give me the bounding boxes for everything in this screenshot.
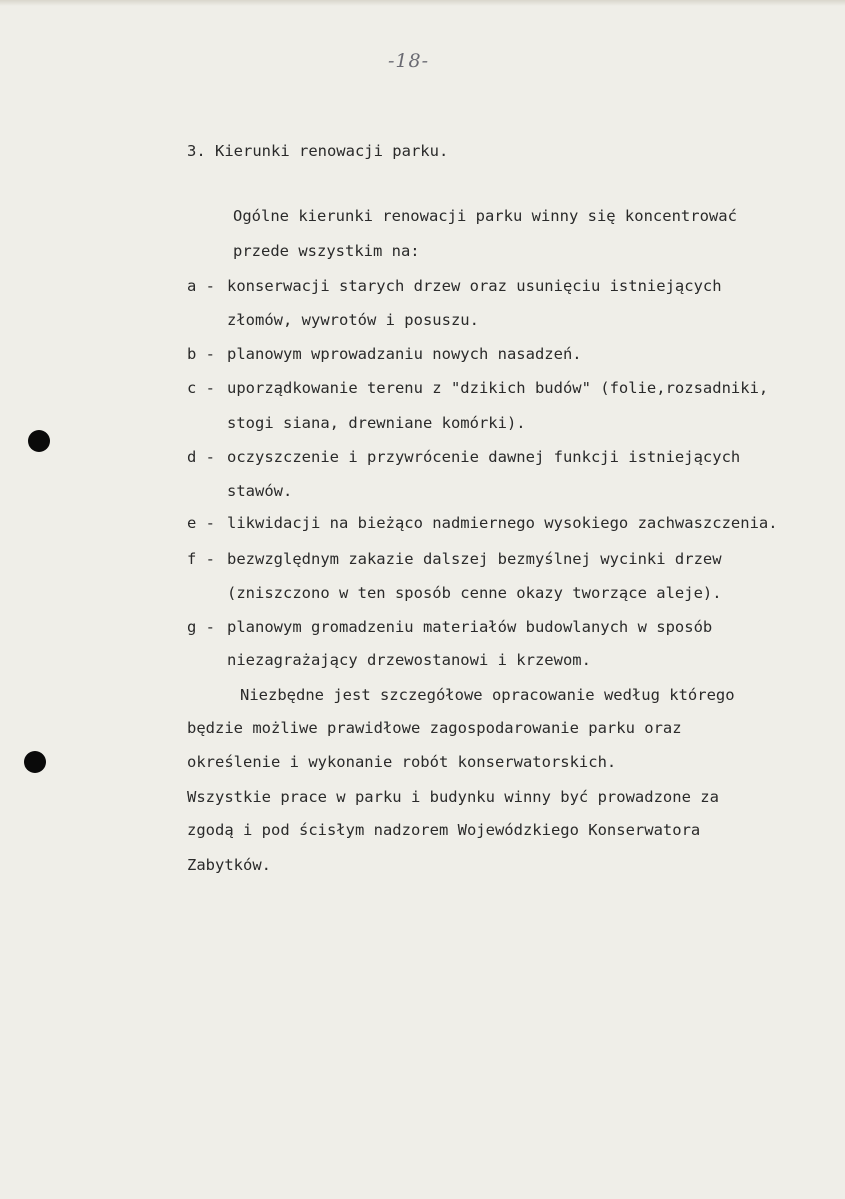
intro-line-1: Ogólne kierunki renowacji parku winny się koncentrować xyxy=(233,207,737,225)
item-d-line-2: stawów. xyxy=(227,482,293,500)
item-d-line-1: oczyszczenie i przywrócenie dawnej funkcji istniejących xyxy=(227,448,741,466)
item-g-line-2: niezagrażający drzewostanowi i krzewom. xyxy=(227,651,591,669)
item-b-marker: b - xyxy=(187,345,215,363)
item-a-marker: a - xyxy=(187,277,215,295)
section-heading: 3. Kierunki renowacji parku. xyxy=(187,142,449,160)
punch-hole-lower xyxy=(24,751,46,773)
page-number: -18- xyxy=(388,50,430,72)
item-c-line-1: uporządkowanie terenu z "dzikich budów" (folie,rozsadniki, xyxy=(227,379,769,397)
punch-hole-upper xyxy=(28,430,50,452)
item-f-marker: f - xyxy=(187,550,215,568)
closing-line-1: Niezbędne jest szczegółowe opracowanie według którego xyxy=(240,686,735,704)
item-g-marker: g - xyxy=(187,618,215,636)
item-g-line-1: planowym gromadzeniu materiałów budowlanych w sposób xyxy=(227,618,713,636)
item-a-line-2: złomów, wywrotów i posuszu. xyxy=(227,311,479,329)
item-c-marker: c - xyxy=(187,379,215,397)
item-f-line-1: bezwzględnym zakazie dalszej bezmyślnej wycinki drzew xyxy=(227,550,722,568)
page-top-edge xyxy=(0,0,845,6)
closing-line-5: zgodą i pod ścisłym nadzorem Wojewódzkiego Konserwatora xyxy=(187,821,701,839)
closing-line-4: Wszystkie prace w parku i budynku winny być prowadzone za xyxy=(187,788,719,806)
item-c-line-2: stogi siana, drewniane komórki). xyxy=(227,414,526,432)
intro-line-2: przede wszystkim na: xyxy=(233,242,420,260)
item-e-line-1: likwidacji na bieżąco nadmiernego wysokiego zachwaszczenia. xyxy=(227,514,778,532)
item-a-line-1: konserwacji starych drzew oraz usunięciu istniejących xyxy=(227,277,722,295)
item-f-line-2: (zniszczono w ten sposób cenne okazy tworzące aleje). xyxy=(227,584,722,602)
item-d-marker: d - xyxy=(187,448,215,466)
item-b-line-1: planowym wprowadzaniu nowych nasadzeń. xyxy=(227,345,582,363)
item-e-marker: e - xyxy=(187,514,215,532)
closing-line-3: określenie i wykonanie robót konserwatorskich. xyxy=(187,753,617,771)
closing-line-2: będzie możliwe prawidłowe zagospodarowanie parku oraz xyxy=(187,719,682,737)
closing-line-6: Zabytków. xyxy=(187,856,271,874)
